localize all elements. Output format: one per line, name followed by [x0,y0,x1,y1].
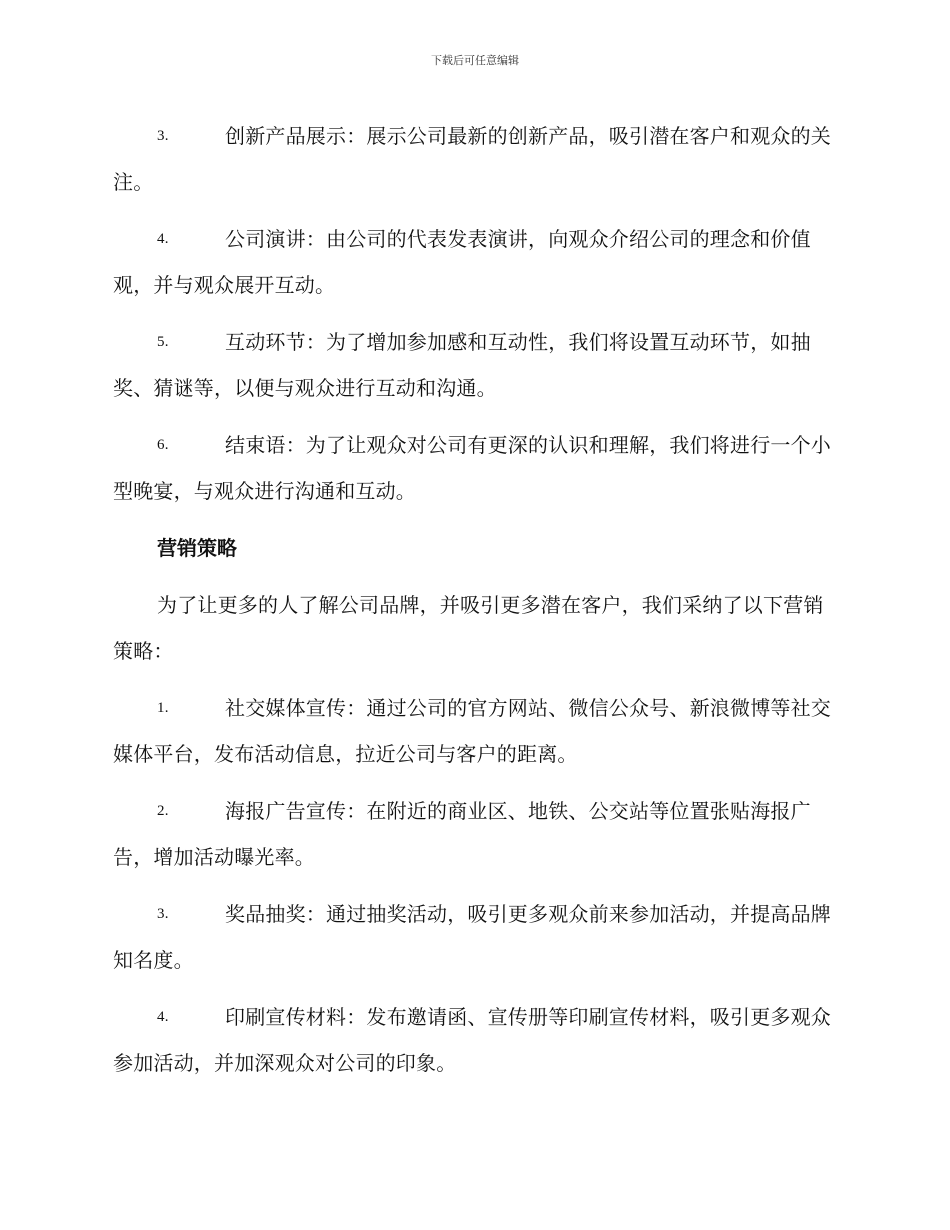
list-item-number: 3. [157,906,169,922]
list-item [113,113,835,205]
list-item [113,685,835,777]
list-item-number: 6. [157,437,169,453]
list-item-text: 互动环节：为了增加参加感和互动性，我们将设置互动环节，如抽奖、猜谜等，以便与观众进行互动和沟通。 [113,330,811,400]
list-item-number: 1. [157,700,169,716]
list-item [113,994,835,1086]
list-item-number: 3. [157,128,169,144]
list-item-text: 结束语：为了让观众对公司有更深的认识和理解，我们将进行一个小型晚宴，与观众进行沟通和互动。 [113,433,831,503]
list-item-number: 4. [157,231,169,247]
list-item-text: 印刷宣传材料：发布邀请函、宣传册等印刷宣传材料，吸引更多观众参加活动，并加深观众对公司的印象。 [113,1005,831,1075]
list-item-text: 奖品抽奖：通过抽奖活动，吸引更多观众前来参加活动，并提高品牌知名度。 [113,902,831,972]
section-heading: 营销策略 [157,536,237,560]
list-item-number: 5. [157,334,169,350]
list-item [113,216,835,308]
document-body [113,113,835,1097]
list-item-text: 海报广告宣传：在附近的商业区、地铁、公交站等位置张贴海报广告，增加活动曝光率。 [113,799,811,869]
list-item-text: 公司演讲：由公司的代表发表演讲，向观众介绍公司的理念和价值观，并与观众展开互动。 [113,227,811,297]
list-item [113,788,835,880]
list-item-number: 2. [157,803,169,819]
list-item [113,891,835,983]
list-item [113,319,835,411]
page-header: 下载后可任意编辑 [431,54,519,67]
list-item [113,422,835,514]
list-item-text: 社交媒体宣传：通过公司的官方网站、微信公众号、新浪微博等社交媒体平台，发布活动信息，拉近公司与客户的距离。 [113,696,831,766]
list-item-number: 4. [157,1009,169,1025]
list-item-text: 创新产品展示：展示公司最新的创新产品，吸引潜在客户和观众的关注。 [113,124,831,194]
section-intro-paragraph: 为了让更多的人了解公司品牌，并吸引更多潜在客户，我们采纳了以下营销策略： [113,593,824,663]
